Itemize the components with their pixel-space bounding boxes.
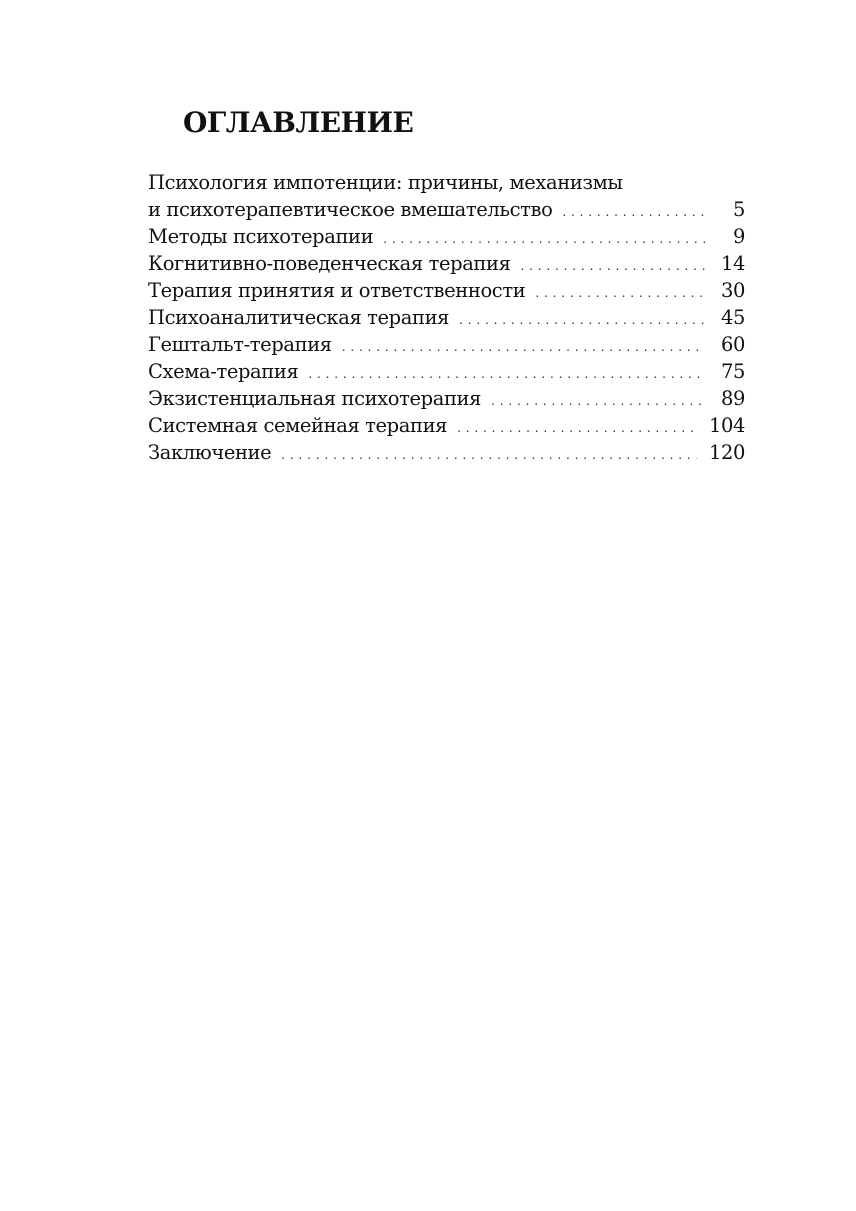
dot-leader bbox=[342, 334, 705, 361]
toc-entry[interactable] bbox=[148, 277, 745, 304]
toc-entry-title-line1: Психология импотенции: причины, механизмы bbox=[148, 171, 623, 194]
toc-entry[interactable] bbox=[148, 439, 745, 466]
toc-entry-page-number: 89 bbox=[720, 387, 745, 410]
toc-entry[interactable] bbox=[148, 169, 745, 223]
toc-entry-page-number: 9 bbox=[732, 225, 745, 248]
toc-entry-title: и психотерапевтическое вмешательство bbox=[148, 198, 553, 221]
toc-entry-page-number: 120 bbox=[708, 441, 745, 464]
toc-entry-page-number: 60 bbox=[720, 333, 745, 356]
toc-entry-title: Заключение bbox=[148, 441, 272, 464]
toc-entry-page-number: 104 bbox=[708, 414, 745, 437]
dot-leader bbox=[491, 388, 705, 415]
toc-entry[interactable] bbox=[148, 304, 745, 331]
toc-entry[interactable] bbox=[148, 385, 745, 412]
dot-leader bbox=[457, 415, 697, 442]
toc-entry-title: Схема-терапия bbox=[148, 360, 299, 383]
toc-heading: ОГЛАВЛЕНИЕ bbox=[183, 106, 414, 139]
toc-entry[interactable] bbox=[148, 412, 745, 439]
toc-entry-title: Экзистенциальная психотерапия bbox=[148, 387, 482, 410]
toc-entry-title: Терапия принятия и ответственности bbox=[148, 279, 526, 302]
toc-entry[interactable] bbox=[148, 331, 745, 358]
toc-entry-page-number: 14 bbox=[720, 252, 745, 275]
toc-entry-title: Когнитивно-поведенческая терапия bbox=[148, 252, 511, 275]
toc-entry-page-number: 45 bbox=[720, 306, 745, 329]
dot-leader bbox=[535, 280, 705, 307]
toc-entry-page-number: 75 bbox=[720, 360, 745, 383]
toc-entry-page-number: 30 bbox=[720, 279, 745, 302]
toc-entry[interactable] bbox=[148, 250, 745, 277]
toc-entry[interactable] bbox=[148, 223, 745, 250]
toc-entry-title: Психоаналитическая терапия bbox=[148, 306, 450, 329]
dot-leader bbox=[281, 442, 697, 469]
toc-entry-title: Системная семейная терапия bbox=[148, 414, 448, 437]
dot-leader bbox=[521, 253, 705, 280]
dot-leader bbox=[308, 361, 705, 388]
toc-entry-page-number: 5 bbox=[732, 198, 745, 221]
dot-leader bbox=[383, 226, 705, 253]
toc-entry[interactable] bbox=[148, 358, 745, 385]
toc-entry-title: Методы психотерапии bbox=[148, 225, 374, 248]
toc-entry-title: Гештальт-терапия bbox=[148, 333, 332, 356]
dot-leader bbox=[562, 199, 705, 226]
dot-leader bbox=[459, 307, 705, 334]
table-of-contents bbox=[148, 169, 745, 466]
